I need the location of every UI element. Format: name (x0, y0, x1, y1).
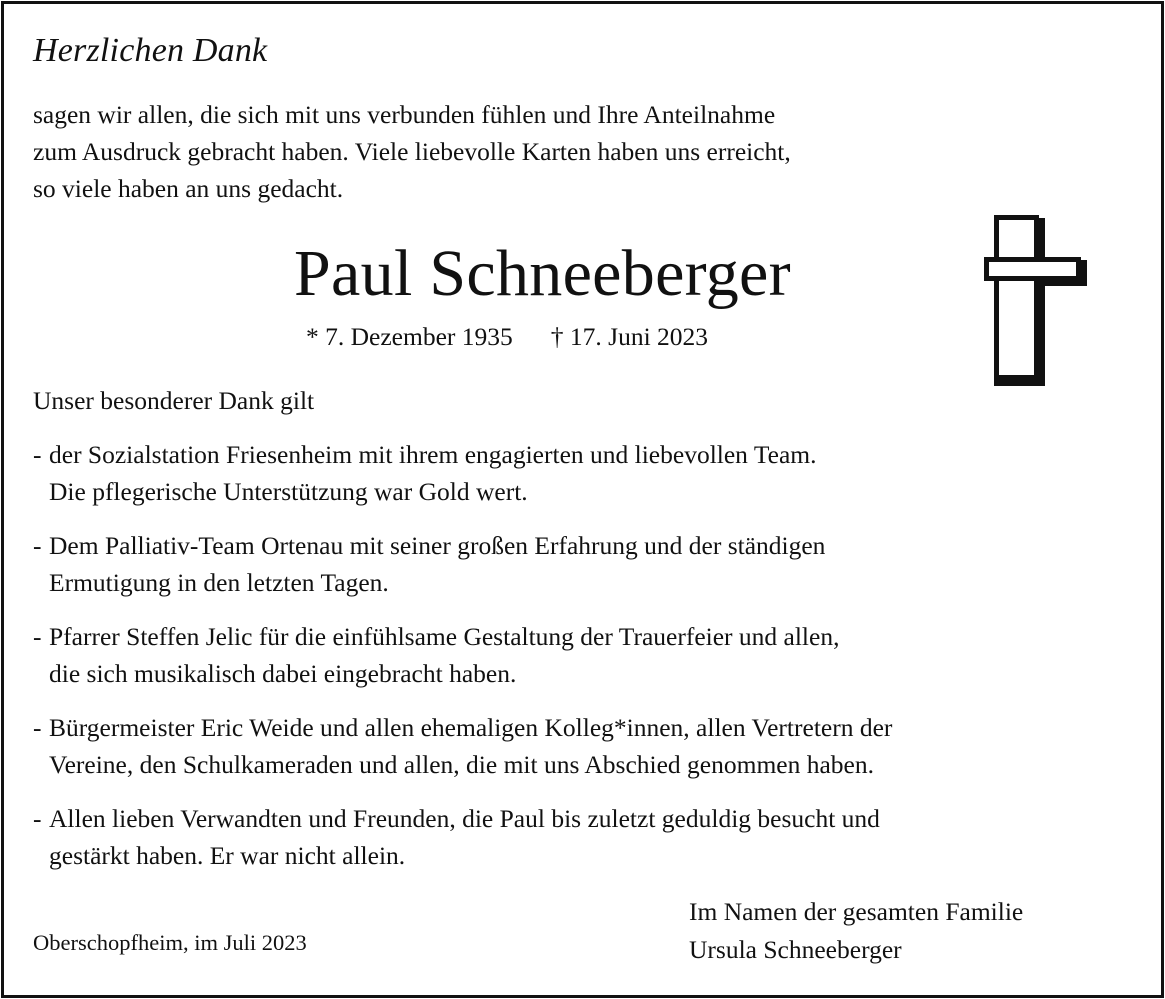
list-dash: - (33, 531, 42, 560)
list-item (33, 709, 1143, 783)
life-dates (306, 322, 708, 352)
list-item-line: Vereine, den Schulkameraden und allen, die mit uns Abschied genommen haben. (49, 750, 874, 779)
list-dash: - (33, 440, 42, 469)
list-item (33, 527, 1143, 601)
list-item-line: Dem Palliativ-Team Ortenau mit seiner großen Erfahrung und der ständigen (49, 531, 826, 560)
signature-line: Im Namen der gesamten Familie (689, 897, 1024, 926)
place-date: Oberschopfheim, im Juli 2023 (33, 930, 307, 955)
list-item-line: Bürgermeister Eric Weide und allen ehemaligen Kolleg*innen, allen Vertretern der (49, 713, 893, 742)
list-item (33, 618, 1143, 692)
birth-date: * 7. Dezember 1935 (306, 322, 513, 351)
heading: Herzlichen Dank (33, 32, 268, 69)
list-dash: - (33, 804, 42, 833)
list-item-line: Die pflegerische Unterstützung war Gold wert. (49, 477, 528, 506)
death-date: † 17. Juni 2023 (550, 322, 709, 351)
list-item (33, 436, 1143, 510)
intro-text (33, 96, 1033, 207)
list-dash: - (33, 622, 42, 651)
list-item-line: die sich musikalisch dabei eingebracht haben. (49, 659, 517, 688)
intro-line: sagen wir allen, die sich mit uns verbunden fühlen und Ihre Anteilnahme (33, 100, 776, 129)
list-dash: - (33, 713, 42, 742)
list-item (33, 800, 1143, 874)
signature-name: Ursula Schneeberger (689, 935, 902, 964)
list-item-line: Ermutigung in den letzten Tagen. (49, 568, 389, 597)
list-item-line: der Sozialstation Friesenheim mit ihrem engagierten und liebevollen Team. (49, 440, 817, 469)
thanks-list (33, 436, 1143, 891)
intro-line: zum Ausdruck gebracht haben. Viele liebevolle Karten haben uns erreicht, (33, 137, 791, 166)
list-item-line: gestärkt haben. Er war nicht allein. (49, 841, 406, 870)
thanks-intro: Unser besonderer Dank gilt (33, 386, 315, 415)
cross-icon (980, 213, 1090, 389)
signature (689, 893, 1023, 969)
deceased-name: Paul Schneeberger (294, 237, 791, 310)
list-item-line: Pfarrer Steffen Jelic für die einfühlsame Gestaltung der Trauerfeier und allen, (49, 622, 840, 651)
intro-line: so viele haben an uns gedacht. (33, 174, 344, 203)
list-item-line: Allen lieben Verwandten und Freunden, die Paul bis zuletzt geduldig besucht und (49, 804, 880, 833)
